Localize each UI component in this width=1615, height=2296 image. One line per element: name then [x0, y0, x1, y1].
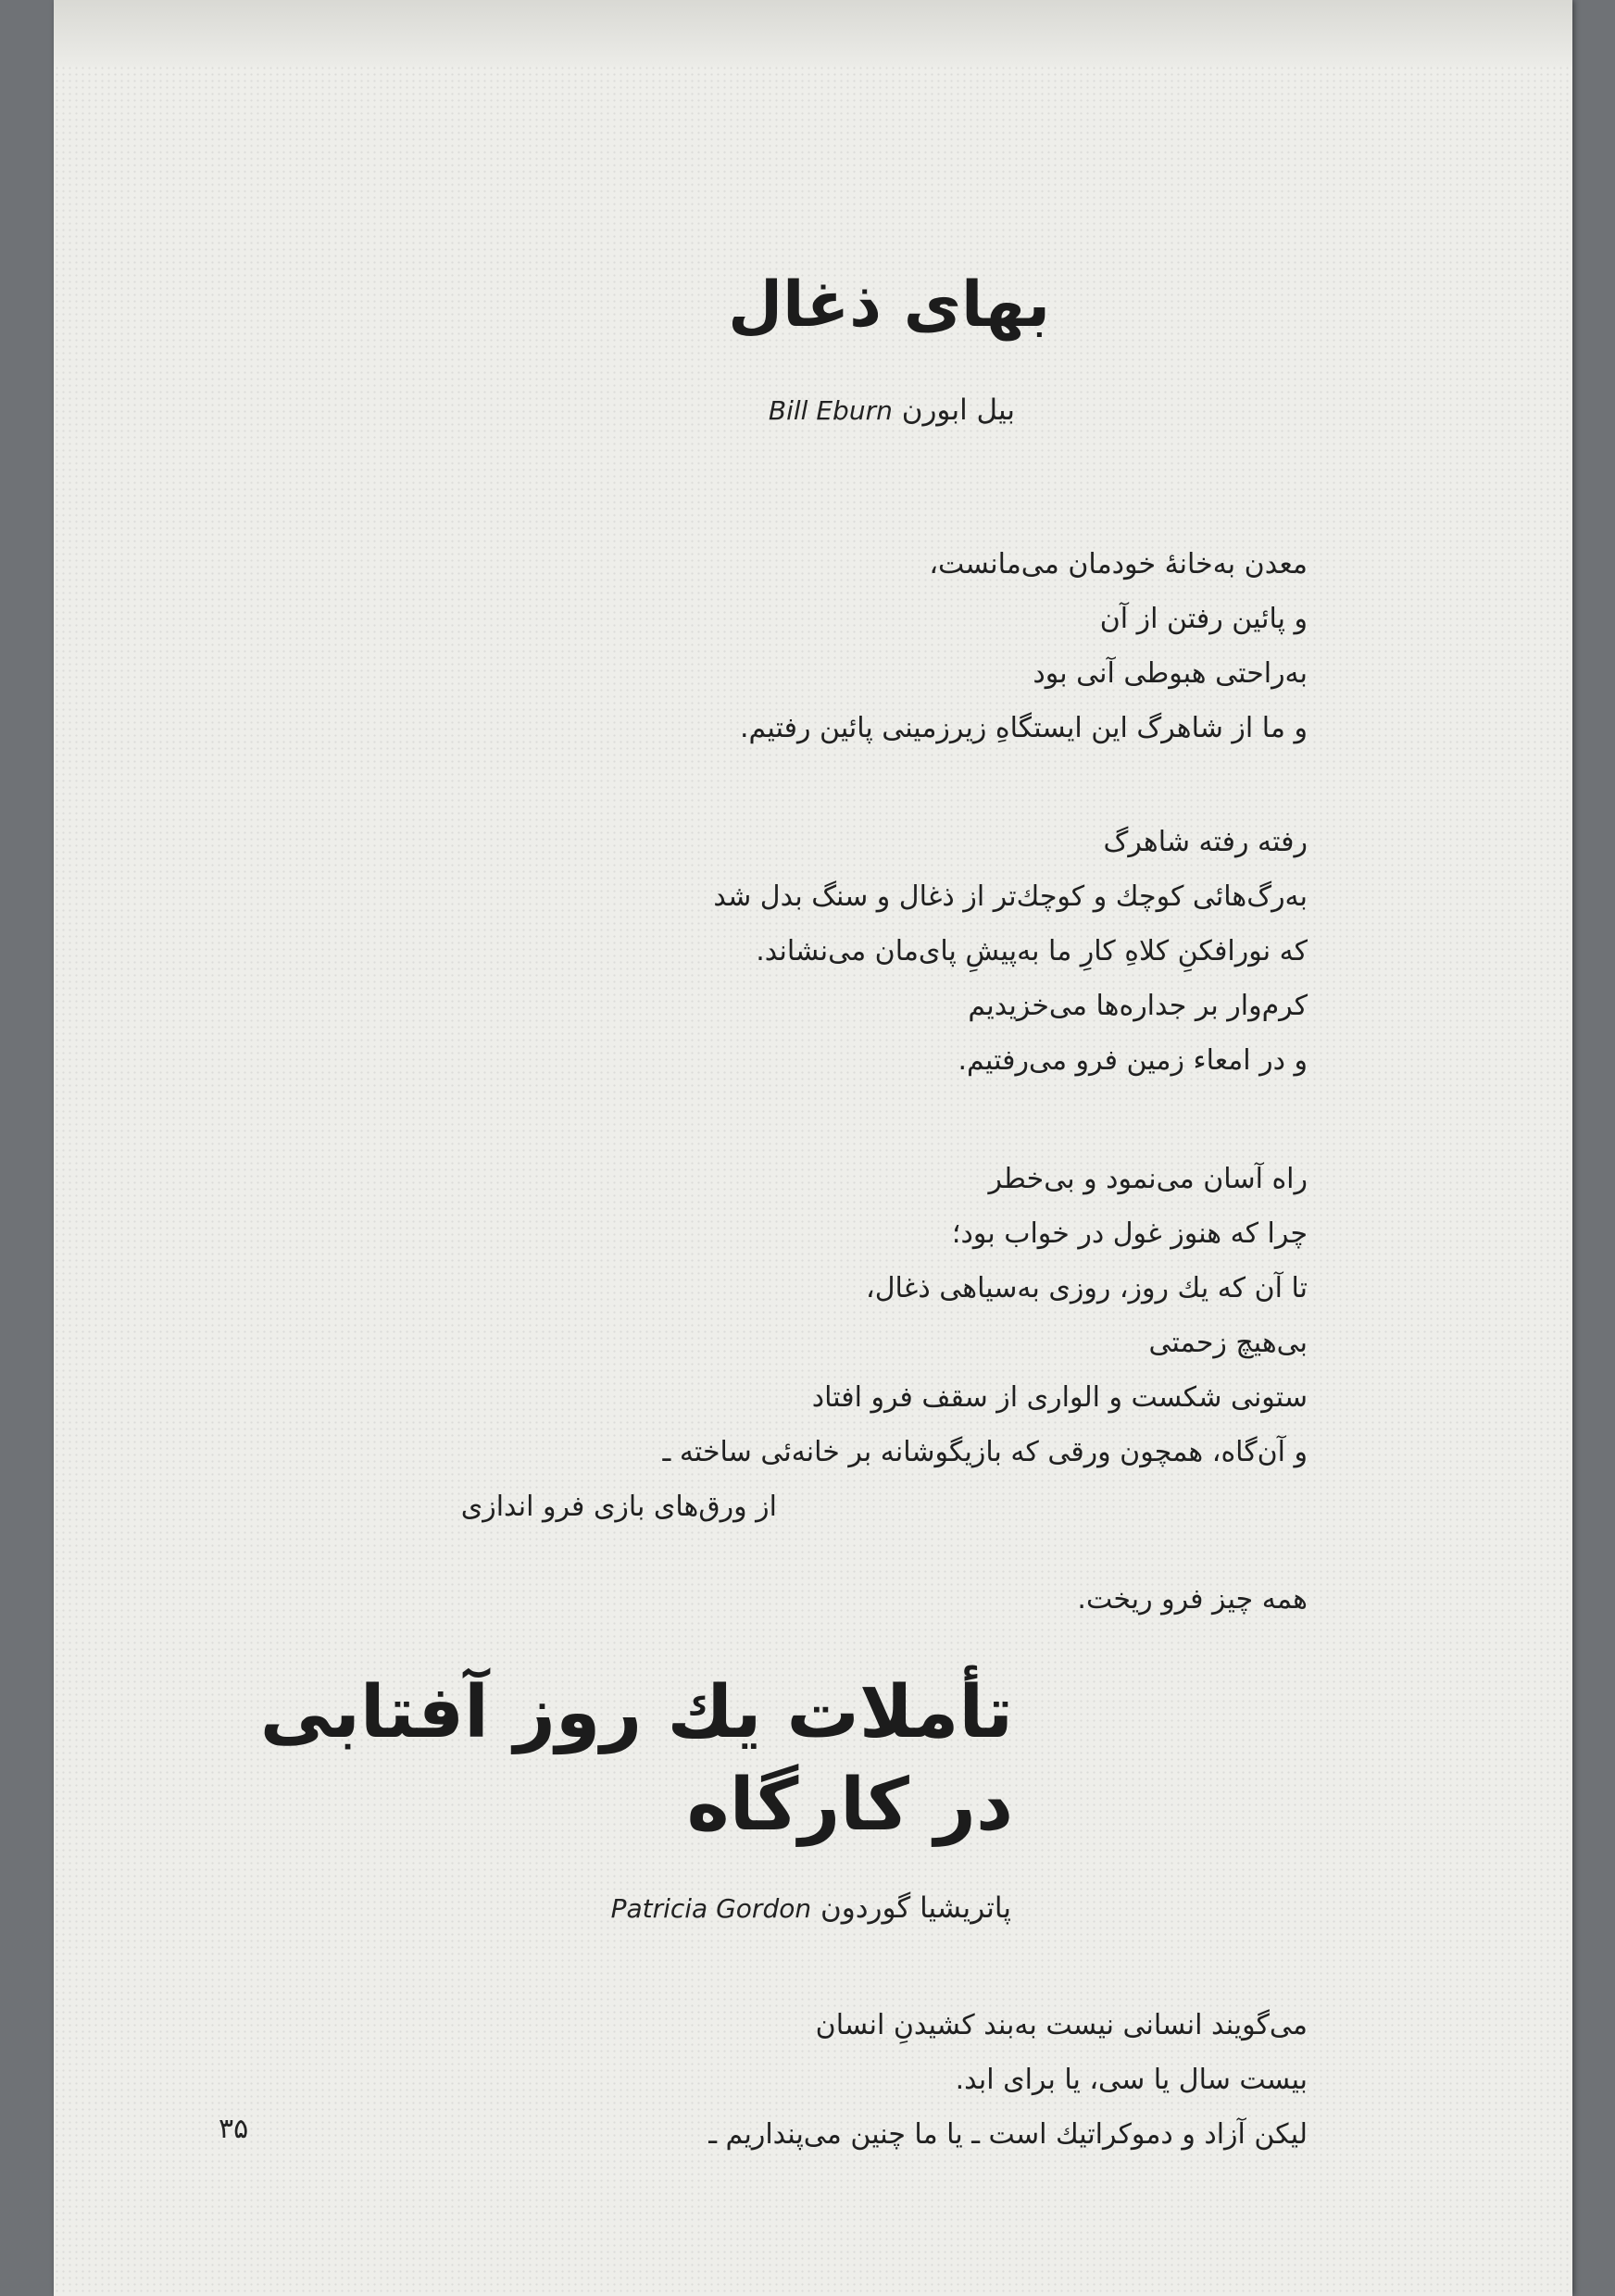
poem1-author [769, 393, 1015, 427]
poem2-author-fa: پاتریشیا گوردون [820, 1891, 1011, 1925]
poem1-stanza-3 [663, 1152, 1308, 1479]
poem-line: و در امعاء زمین فرو می‌رفتیم. [958, 1044, 1308, 1077]
poem-line: تا آن که یك روز، روزی به‌سیاهی ذغال، [866, 1272, 1308, 1304]
poem-line: رفته رفته شاهرگ [1103, 826, 1308, 858]
poem1-stanza-2 [713, 815, 1308, 1088]
poem-line: راه آسان می‌نمود و بی‌خطر [988, 1163, 1308, 1195]
poem-line: ستونی شکست و الواری از سقف فرو افتاد [811, 1381, 1308, 1414]
poem1-stanza-1 [740, 537, 1308, 755]
poem-line: همه چیز فرو ریخت. [1077, 1583, 1308, 1616]
poem-line: کرم‌وار بر جداره‌ها می‌خزیدیم [968, 990, 1308, 1022]
poem1-author-fa: بیل ابورن [901, 393, 1015, 427]
poem-line: از ورق‌های بازی فرو اندازی [460, 1491, 777, 1523]
poem-line: بی‌هیچ زحمتی [1148, 1327, 1308, 1359]
poem1-title: بهای ذغال [728, 268, 1050, 342]
book-page [54, 0, 1572, 2296]
poem-line: به‌رگ‌هائی کوچك و کوچك‌تر از ذغال و سنگ بدل شد [713, 880, 1308, 913]
poem-line: و پائین رفتن از آن [1099, 603, 1308, 635]
poem1-stanza-3-indent [461, 1479, 777, 1534]
poem-line: و آن‌گاه، همچون ورقی که بازیگوشانه بر خانه‌ئی ساخته ـ [662, 1436, 1308, 1468]
poem1-author-en: Bill Eburn [768, 395, 893, 426]
poem-line: چرا که هنوز غول در خواب بود؛ [951, 1217, 1308, 1250]
poem2-title [260, 1666, 1013, 1852]
poem-line: به‌راحتی هبوطی آنی بود [1033, 657, 1308, 690]
poem1-stanza-4 [1077, 1572, 1308, 1627]
poem-line: و ما از شاهرگ این ایستگاهِ زیرزمینی پائین رفتیم. [740, 712, 1308, 744]
poem-line: لیکن آزاد و دموکراتیك است ـ یا ما چنین می‌پنداریم ـ [708, 2118, 1308, 2151]
poem2-author-en: Patricia Gordon [610, 1893, 812, 1924]
poem-line: بیست سال یا سی، یا برای ابد. [955, 2064, 1308, 2096]
poem-line: معدن به‌خانهٔ خودمان می‌مانست، [929, 548, 1308, 580]
page-number: ۳۵ [219, 2113, 249, 2145]
poem2-title-line2: در کارگاه [686, 1764, 1013, 1847]
poem2-title-line1: تأملات یك روز آفتابی [259, 1671, 1013, 1754]
page-top-edge [54, 0, 1572, 67]
poem2-stanza-1 [708, 1998, 1308, 2162]
poem-line: که نورافکنِ کلاهِ کارِ ما به‌پیشِ پای‌مان می‌نشاند. [756, 935, 1308, 967]
poem-line: می‌گویند انسانی نیست به‌بند کشیدنِ انسان [815, 2009, 1308, 2041]
poem2-author [611, 1891, 1011, 1925]
